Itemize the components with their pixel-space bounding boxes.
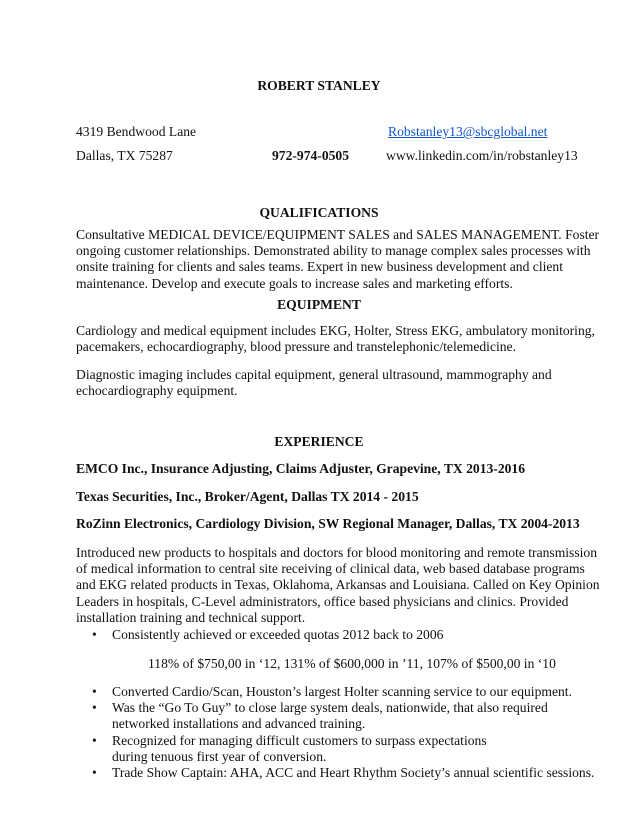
summary-line: maintenance. Develop and execute goals to increase sales and marketing efforts. — [76, 275, 513, 291]
achievement-list — [76, 684, 595, 781]
qualifications-heading: QUALIFICATIONS — [259, 205, 379, 220]
paragraph-line: installation training and technical support. — [76, 609, 306, 625]
qualifications-summary — [76, 227, 600, 292]
job-title-rozinn: RoZinn Electronics, Cardiology Division, SW Regional Manager, Dallas, TX 2004-2013 — [76, 516, 580, 531]
job-title-texas-securities: Texas Securities, Inc., Broker/Agent, Dallas TX 2014 - 2015 — [76, 489, 419, 504]
equipment-cardiology-paragraph — [76, 323, 595, 355]
bullet-text: Converted Cardio/Scan, Houston’s largest Holter scanning service to our equipment. — [112, 684, 572, 699]
email-link[interactable]: Robstanley13@sbcglobal.net — [388, 124, 548, 139]
quota-results: 118% of $750,00 in ‘12, 131% of $600,000 in ’11, 107% of $500,00 in ‘10 — [148, 656, 556, 671]
bullet-text: Consistently achieved or exceeded quotas 2012 back to 2006 — [112, 627, 444, 642]
paragraph-line: Cardiology and medical equipment includes EKG, Holter, Stress EKG, ambulatory monitoring, — [76, 323, 595, 338]
paragraph-line: Leaders in hospitals, C-Level administrators, office based physicians and clinics. Provided — [76, 593, 569, 609]
list-item — [76, 765, 595, 781]
paragraph-line: Diagnostic imaging includes capital equipment, general ultrasound, mammography and — [76, 367, 552, 382]
bullet-icon: • — [92, 627, 97, 642]
summary-line: Consultative MEDICAL DEVICE/EQUIPMENT SALES and SALES MANAGEMENT. Foster — [76, 227, 600, 242]
address-line-1: 4319 Bendwood Lane — [76, 124, 197, 139]
bullet-icon: • — [92, 700, 97, 716]
paragraph-line: Introduced new products to hospitals and doctors for blood monitoring and remote transmission — [76, 545, 598, 560]
paragraph-line: echocardiography equipment. — [76, 383, 238, 399]
summary-line: ongoing customer relationships. Demonstrated ability to manage complex sales processes with — [76, 243, 591, 259]
achievement-list-first — [76, 627, 576, 643]
bullet-icon: • — [92, 684, 97, 699]
bullet-text: Recognized for managing difficult customers to surpass expectations — [112, 732, 487, 748]
bullet-icon: • — [92, 765, 97, 781]
list-item — [76, 684, 576, 700]
bullet-text: networked installations and advanced training. — [112, 716, 366, 732]
phone-number: 972-974-0505 — [272, 148, 350, 163]
equipment-imaging-paragraph — [76, 367, 564, 399]
bullet-text: Was the “Go To Guy” to close large system deals, nationwide, that also required — [112, 700, 548, 716]
summary-line: onsite training for clients and sales teams. Expert in new business development and client — [76, 259, 563, 275]
paragraph-line: of medical information to central site receiving of clinical data, web based database programs — [76, 561, 585, 577]
linkedin-url: www.linkedin.com/in/robstanley13 — [386, 148, 578, 163]
rozinn-description — [76, 545, 600, 626]
paragraph-line: pacemakers, echocardiography, blood pressure and transtelephonic/telemedicine. — [76, 339, 516, 355]
bullet-icon: • — [92, 732, 97, 748]
list-item — [76, 700, 576, 732]
bullet-text: Trade Show Captain: AHA, ACC and Heart Rhythm Society’s annual scientific sessions. — [112, 765, 595, 781]
address-line-2: Dallas, TX 75287 — [76, 148, 173, 163]
list-item — [76, 627, 576, 643]
equipment-heading: EQUIPMENT — [277, 297, 361, 312]
list-item — [76, 733, 576, 765]
bullet-text: during tenuous first year of conversion. — [112, 748, 327, 764]
job-title-emco: EMCO Inc., Insurance Adjusting, Claims Adjuster, Grapevine, TX 2013-2016 — [76, 461, 526, 476]
experience-heading: EXPERIENCE — [274, 434, 364, 449]
paragraph-line: and EKG related products in Texas, Oklahoma, Arkansas and Louisiana. Called on Key Opinion — [76, 577, 600, 593]
candidate-name: ROBERT STANLEY — [257, 78, 381, 93]
